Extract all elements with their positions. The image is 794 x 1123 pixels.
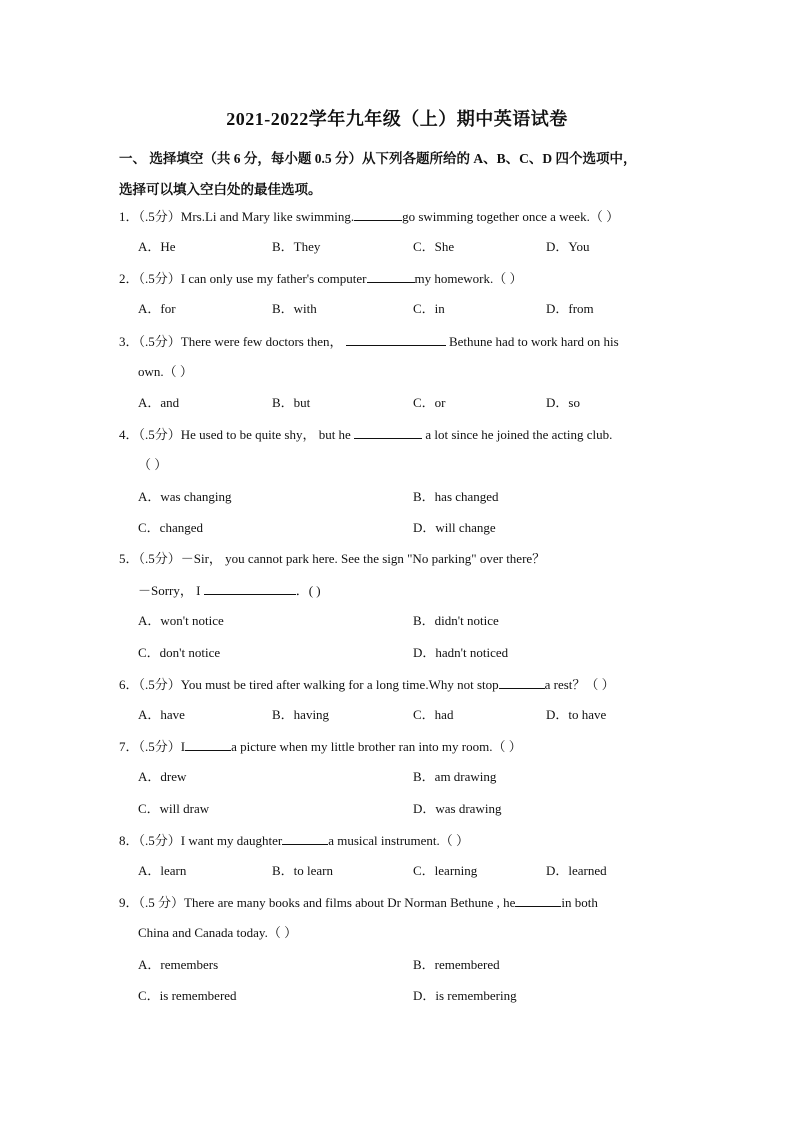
question-number: 7．（.5分）	[119, 739, 181, 754]
option-d[interactable]: D．will change	[413, 520, 496, 535]
option-c[interactable]: C．or	[413, 395, 446, 410]
answer-blank[interactable]	[499, 674, 545, 689]
question-4-continued: （ ）	[138, 457, 168, 472]
section-instructions-line2: 选择可以填入空白处的最佳选项。	[119, 182, 322, 197]
question-text: a picture when my little brother ran into my room.（ ）	[231, 739, 522, 754]
question-number: 6．（.5分）	[119, 677, 181, 692]
option-a[interactable]: A．was changing	[138, 489, 232, 504]
answer-blank[interactable]	[354, 424, 422, 439]
question-2	[119, 268, 679, 289]
option-c[interactable]: C．don't notice	[138, 645, 221, 660]
option-a[interactable]: A．He	[138, 239, 176, 254]
question-1	[119, 206, 679, 227]
question-7	[119, 736, 679, 757]
question-9-continued: China and Canada today.（ ）	[138, 925, 298, 940]
question-text: I	[180, 739, 186, 754]
option-c[interactable]: C．She	[413, 239, 455, 254]
question-number: 2．（.5分）	[119, 271, 181, 286]
question-text: There were few doctors then，	[180, 334, 346, 349]
question-4	[119, 424, 679, 445]
option-b[interactable]: B．They	[272, 239, 321, 254]
question-number: 9．（.5 分）	[119, 895, 185, 910]
answer-blank[interactable]	[367, 268, 415, 283]
question-text: my homework.（ ）	[414, 271, 523, 286]
option-b[interactable]: B．remembered	[413, 957, 500, 972]
question-8	[119, 830, 679, 851]
option-d[interactable]: D．to have	[546, 707, 607, 722]
option-a[interactable]: A．for	[138, 301, 176, 316]
question-text: a lot since he joined the acting club.	[422, 427, 613, 442]
answer-blank[interactable]	[346, 331, 446, 346]
option-a[interactable]: A．drew	[138, 769, 187, 784]
option-a[interactable]: A．have	[138, 707, 185, 722]
question-text: I want my daughter	[180, 833, 283, 848]
question-number: 3．（.5分）	[119, 334, 181, 349]
section-instructions-line1: 一、 选择填空（共 6 分，每小题 0.5 分）从下列各题所给的 A、B、C、D 四个选项中，	[119, 151, 637, 166]
option-d[interactable]: D．is remembering	[413, 988, 517, 1003]
option-c[interactable]: C．learning	[413, 863, 478, 878]
option-c[interactable]: C．had	[413, 707, 454, 722]
option-d[interactable]: D．learned	[546, 863, 607, 878]
question-text: －Sir， you cannot park here. See the sign "No parking" over there？	[180, 551, 546, 566]
question-5-continued	[138, 580, 321, 601]
question-text: Mrs.Li and Mary like swimming.	[180, 209, 355, 224]
page-title: 2021-2022学年九年级（上）期中英语试卷	[226, 109, 568, 129]
question-text: He used to be quite shy， but he	[180, 427, 355, 442]
option-d[interactable]: D．so	[546, 395, 580, 410]
option-b[interactable]: B．but	[272, 395, 311, 410]
section-instructions	[119, 143, 679, 205]
option-b[interactable]: B．having	[272, 707, 330, 722]
question-text: ．( )	[295, 583, 321, 598]
option-c[interactable]: C．in	[413, 301, 445, 316]
option-d[interactable]: D．was drawing	[413, 801, 502, 816]
option-c[interactable]: C．changed	[138, 520, 203, 535]
answer-blank[interactable]	[515, 892, 561, 907]
question-text: You must be tired after walking for a long time.Why not stop	[180, 677, 499, 692]
option-b[interactable]: B．with	[272, 301, 317, 316]
option-d[interactable]: D．from	[546, 301, 594, 316]
option-b[interactable]: B．has changed	[413, 489, 499, 504]
question-3-continued: own.（ ）	[138, 364, 193, 379]
question-3	[119, 331, 679, 352]
option-d[interactable]: D．hadn't noticed	[413, 645, 509, 660]
option-c[interactable]: C．will draw	[138, 801, 210, 816]
option-b[interactable]: B．am drawing	[413, 769, 497, 784]
answer-blank[interactable]	[204, 580, 296, 595]
answer-blank[interactable]	[354, 206, 402, 221]
answer-blank[interactable]	[185, 736, 231, 751]
question-text: I can only use my father's computer	[180, 271, 367, 286]
option-a[interactable]: A．won't notice	[138, 613, 224, 628]
question-number: 5．（.5分）	[119, 551, 181, 566]
question-number: 1．（.5分）	[119, 209, 181, 224]
option-a[interactable]: A．and	[138, 395, 180, 410]
option-b[interactable]: B．didn't notice	[413, 613, 499, 628]
answer-blank[interactable]	[282, 830, 328, 845]
question-6	[119, 674, 679, 695]
question-5	[119, 549, 679, 569]
question-text: －Sorry， I	[138, 583, 204, 598]
question-text: in both	[561, 895, 598, 910]
option-c[interactable]: C．is remembered	[138, 988, 237, 1003]
question-text: There are many books and films about Dr Norman Bethune , he	[184, 895, 516, 910]
option-b[interactable]: B．to learn	[272, 863, 334, 878]
question-text: a rest？（ ）	[544, 677, 615, 692]
question-text: Bethune had to work hard on his	[445, 334, 619, 349]
option-a[interactable]: A．learn	[138, 863, 187, 878]
option-d[interactable]: D．You	[546, 239, 590, 254]
question-number: 4．（.5分）	[119, 427, 181, 442]
question-number: 8．（.5分）	[119, 833, 181, 848]
question-9	[119, 892, 679, 913]
option-a[interactable]: A．remembers	[138, 957, 219, 972]
question-text: go swimming together once a week.（ ）	[402, 209, 620, 224]
question-text: a musical instrument.（ ）	[328, 833, 470, 848]
